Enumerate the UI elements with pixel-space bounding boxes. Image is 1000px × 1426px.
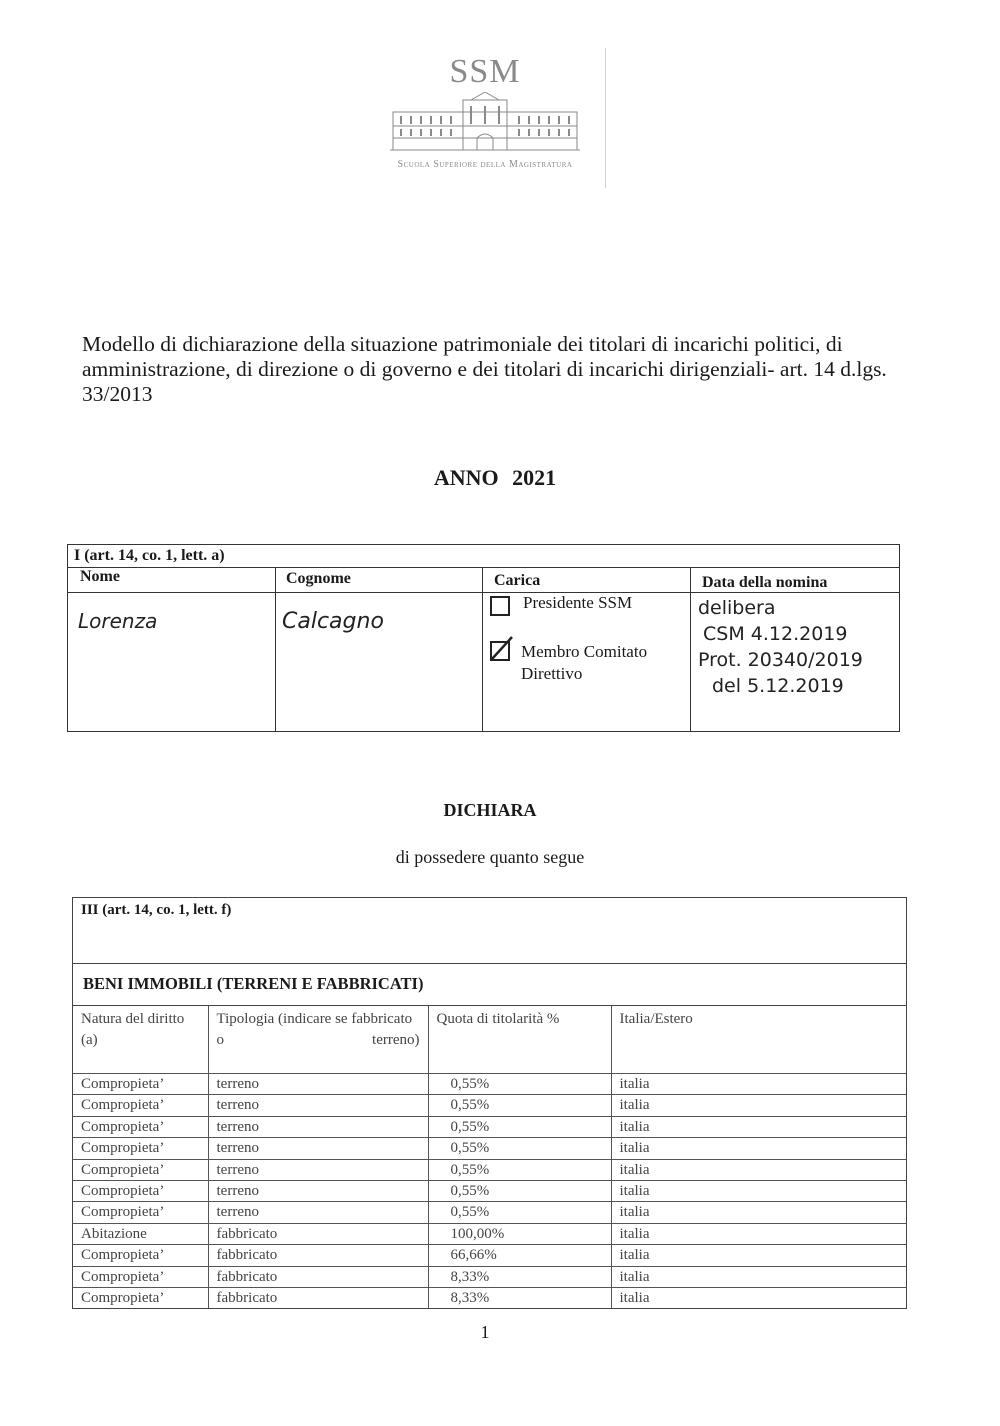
paese-cell: italia (611, 1266, 906, 1287)
page-number: 1 (480, 1322, 490, 1342)
data-nomina-value (698, 595, 863, 699)
section-3-header: III (art. 14, co. 1, lett. f) (73, 898, 906, 964)
table-row (73, 1138, 906, 1159)
quota-cell: 0,55% (428, 1074, 611, 1095)
section-1-table (67, 544, 900, 732)
natura-cell: Compropieta’ (73, 1180, 208, 1201)
tipologia-cell: terreno (208, 1116, 428, 1137)
year-value: 2021 (512, 465, 557, 490)
table-row (73, 1245, 906, 1266)
table-header-row (73, 1006, 906, 1074)
logo-subtitle: Scuola Superiore della Magistratura (397, 159, 573, 170)
tipologia-cell: terreno (208, 1180, 428, 1201)
natura-cell: Abitazione (73, 1223, 208, 1244)
col-tipologia: Tipologia (indicare se fabbricato o terreno) (208, 1006, 428, 1074)
membro-checkbox[interactable] (490, 641, 510, 661)
tipologia-cell: terreno (208, 1074, 428, 1095)
presidente-label: Presidente SSM (523, 593, 633, 612)
membro-label: Membro Comitato Direttivo (521, 642, 648, 683)
col-italia-estero: Italia/Estero (611, 1006, 906, 1074)
table-row (73, 1116, 906, 1137)
quota-cell: 0,55% (428, 1095, 611, 1116)
quota-cell: 8,33% (428, 1266, 611, 1287)
year-heading (0, 465, 990, 491)
table-row (73, 1223, 906, 1244)
tipologia-cell: fabbricato (208, 1266, 428, 1287)
col-nome: Nome (80, 568, 120, 585)
quota-cell: 0,55% (428, 1180, 611, 1201)
logo-acronym: SSM (449, 53, 521, 90)
table-row (73, 1266, 906, 1287)
quota-cell: 100,00% (428, 1223, 611, 1244)
building-icon (385, 92, 585, 154)
tipologia-cell: terreno (208, 1095, 428, 1116)
paese-cell: italia (611, 1159, 906, 1180)
col-data-nomina: Data della nomina (702, 574, 828, 591)
table-row (73, 1095, 906, 1116)
tipologia-cell: fabbricato (208, 1245, 428, 1266)
paese-cell: italia (611, 1223, 906, 1244)
table-row (73, 1159, 906, 1180)
possedere-subheading: di possedere quanto segue (395, 847, 585, 867)
tipologia-cell: fabbricato (208, 1223, 428, 1244)
col-carica: Carica (494, 572, 541, 589)
paese-cell: italia (611, 1202, 906, 1223)
natura-cell: Compropieta’ (73, 1159, 208, 1180)
paese-cell: italia (611, 1180, 906, 1201)
paese-cell: italia (611, 1074, 906, 1095)
quota-cell: 8,33% (428, 1287, 611, 1308)
dichiara-heading: DICHIARA (443, 800, 537, 820)
natura-cell: Compropieta’ (73, 1116, 208, 1137)
paese-cell: italia (611, 1287, 906, 1308)
data-line: Prot. 20340/2019 (698, 649, 863, 671)
presidente-checkbox[interactable] (490, 596, 510, 616)
natura-cell: Compropieta’ (73, 1245, 208, 1266)
divider (275, 567, 276, 731)
natura-cell: Compropieta’ (73, 1266, 208, 1287)
paese-cell: italia (611, 1138, 906, 1159)
tipologia-cell: terreno (208, 1202, 428, 1223)
ssm-logo (380, 52, 590, 182)
divider (68, 567, 899, 568)
natura-cell: Compropieta’ (73, 1202, 208, 1223)
quota-cell: 0,55% (428, 1159, 611, 1180)
natura-cell: Compropieta’ (73, 1095, 208, 1116)
divider (68, 592, 899, 593)
quota-cell: 66,66% (428, 1245, 611, 1266)
nome-value: Lorenza (78, 609, 158, 633)
tipologia-cell: terreno (208, 1159, 428, 1180)
table-row (73, 1287, 906, 1308)
beni-immobili-table (73, 1006, 906, 1308)
quota-cell: 0,55% (428, 1138, 611, 1159)
year-label: ANNO (433, 465, 499, 490)
data-line: del 5.12.2019 (712, 675, 844, 697)
table-row (73, 1180, 906, 1201)
data-line: CSM 4.12.2019 (703, 623, 848, 645)
document-title: Modello di dichiarazione della situazione patrimoniale dei titolari di incarichi politici, di amministrazione, di direzione o di governo e dei titolari di incarichi dirigenziali- art. 14 d.lgs. 33/2013 (82, 332, 887, 406)
quota-cell: 0,55% (428, 1116, 611, 1137)
tipologia-cell: fabbricato (208, 1287, 428, 1308)
table-row (73, 1202, 906, 1223)
paese-cell: italia (611, 1116, 906, 1137)
quota-cell: 0,55% (428, 1202, 611, 1223)
cognome-value: Calcagno (282, 609, 384, 634)
section-1-header: I (art. 14, co. 1, lett. a) (74, 547, 225, 564)
beni-immobili-heading: BENI IMMOBILI (TERRENI E FABBRICATI) (73, 964, 906, 1006)
check-mark-icon (488, 635, 514, 661)
col-quota: Quota di titolarità % (428, 1006, 611, 1074)
divider (482, 567, 483, 731)
col-cognome: Cognome (286, 570, 351, 587)
section-3-table (72, 897, 907, 1309)
tipologia-cell: terreno (208, 1138, 428, 1159)
paese-cell: italia (611, 1245, 906, 1266)
natura-cell: Compropieta’ (73, 1287, 208, 1308)
col-natura: Natura del diritto (a) (73, 1006, 208, 1074)
natura-cell: Compropieta’ (73, 1074, 208, 1095)
divider (690, 567, 691, 731)
table-row (73, 1074, 906, 1095)
natura-cell: Compropieta’ (73, 1138, 208, 1159)
data-line: delibera (698, 597, 776, 619)
logo-divider (605, 48, 606, 188)
paese-cell: italia (611, 1095, 906, 1116)
